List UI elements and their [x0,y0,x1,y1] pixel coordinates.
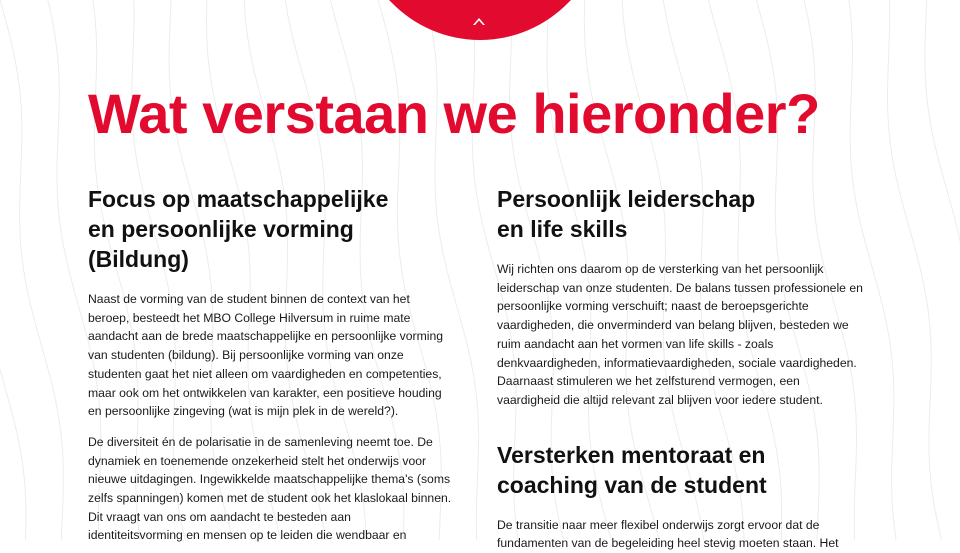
text-line: van studenten (bildung). Bij persoonlijke vorming van onze [88,348,404,363]
text-line: Dit vraagt van ons om aandacht te besteden aan [88,509,351,524]
text-line: ruim aandacht aan het vormen van life skills - zoals [497,336,774,351]
text-line: De transitie naar meer flexibel onderwijs zorgt ervoor dat de [497,517,820,532]
right-heading-2 [497,440,869,500]
text-line: vaardigheid die altijd relevant zal blijven voor iedere student. [497,392,823,407]
right-heading-line: Versterken mentoraat en [497,441,766,468]
text-line: Wij richten ons daarom op de versterking van het persoonlijk [497,262,824,276]
left-heading [88,184,460,274]
text-line: vaardigheden, die onverminderd van belang blijven, besteden we [497,318,849,333]
text-line: dynamiek en toenemende onzekerheid stelt het onderwijs voor [88,453,427,468]
section-persoonlijk-leiderschap [497,184,869,410]
text-line: De diversiteit én de polarisatie in de samenleving neemt toe. De [88,434,433,449]
left-column [88,184,460,545]
text-line: denkvaardigheden, informatievaardigheden, sociale vaardigheden. [497,355,857,370]
right-paragraph-1 [497,260,869,410]
text-line: Daarnaast stimuleren we het zelfsturend vermogen, een [497,374,800,389]
section-mentoraat-coaching [497,440,869,553]
text-line: fundamenten van de begeleiding heel stevig moeten staan. Het [497,536,839,551]
text-line: persoonlijke vorming verschuift; naast de beroepsgerichte [497,299,809,314]
right-heading-1 [497,184,869,244]
right-column [497,184,869,553]
text-line: identiteitsvorming en mensen op te leiden die wendbaar en [88,528,407,543]
text-line: leiderschap van onze studenten. De balans tussen professionele en [497,280,863,295]
text-line: nieuwe uitdagingen. Ingewikkelde maatschappelijke thema's (soms [88,472,451,487]
right-heading-line: coaching van de student [497,471,767,498]
left-heading-line: Focus op maatschappelijke [88,186,389,212]
chevron-up-icon [472,15,486,27]
text-line: aandacht aan de brede maatschappelijke en persoonlijke vorming [88,329,444,344]
left-paragraph-1 [88,290,460,421]
text-line: en persoonlijke zingeving (wat is mijn plek in de wereld?). [88,404,399,419]
page-title: Wat verstaan we hieronder? [88,82,820,145]
right-heading-line: Persoonlijk leiderschap [497,186,756,212]
text-line: Naast de vorming van de student binnen de context van het [88,292,410,306]
right-paragraph-2 [497,516,869,553]
scroll-up-button[interactable] [468,10,490,32]
left-heading-line: (Bildung) [88,246,189,272]
text-line: maar ook om het ontwikkelen van karakter, een positieve houding [88,385,442,400]
left-heading-line: en persoonlijke vorming [88,216,354,242]
right-heading-line: en life skills [497,216,628,242]
text-line: studenten gaat het niet alleen om vaardigheden en competenties, [88,366,442,381]
text-line: zelfs spanningen) komen met de student ook het klaslokaal binnen. [88,491,452,506]
text-line: beroep, besteedt het MBO College Hilversum in ruime mate [88,310,411,325]
left-paragraph-2 [88,433,460,545]
